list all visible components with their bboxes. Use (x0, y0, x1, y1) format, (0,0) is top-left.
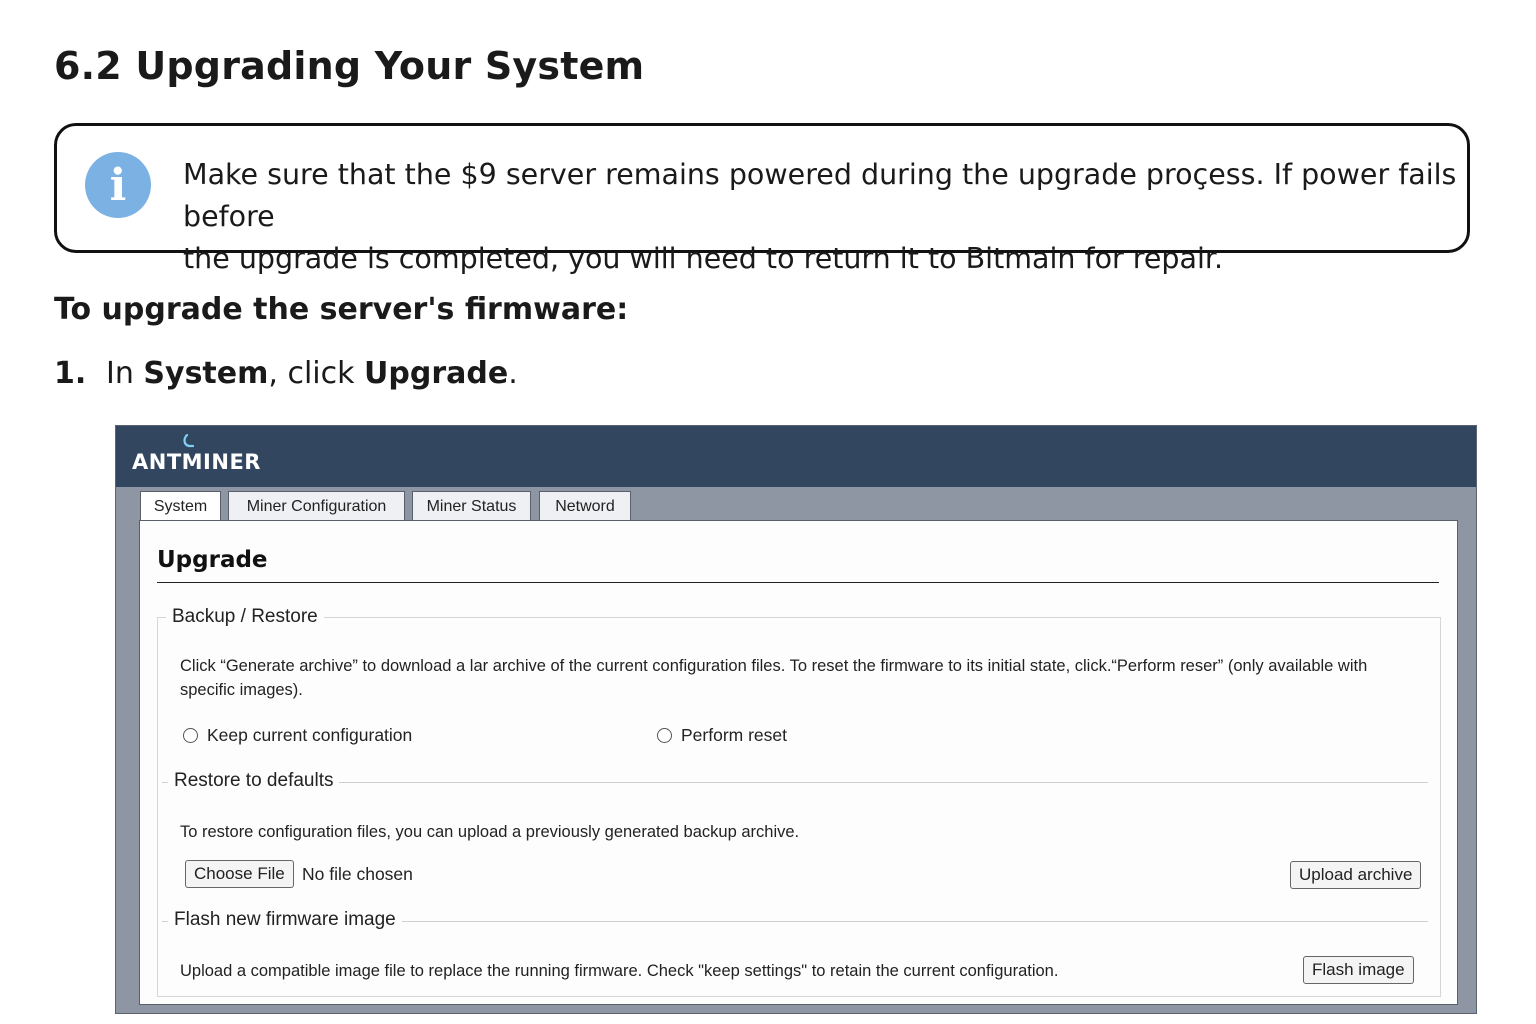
flash-description: Upload a compatible image file to replace the running firmware. Check "keep settings" to retain the current configuration. (180, 962, 1059, 980)
antminer-logo-icon (182, 434, 194, 448)
flash-image-button[interactable]: Flash image (1303, 956, 1414, 984)
flash-legend: Flash new firmware image (168, 909, 402, 931)
tab-miner-status[interactable]: Miner Status (412, 491, 531, 521)
step-1 (54, 356, 518, 391)
step-menu: System (143, 356, 269, 391)
restore-description: To restore configuration files, you can upload a previously generated backup archive. (180, 823, 800, 841)
backup-description-line-1: Click “Generate archive” to download a lar archive of the current configuration files. To reset the firmware to its initial state, click.“Perform reser” (only available with (180, 657, 1368, 675)
step-number: 1. (54, 356, 87, 391)
step-action: Upgrade (364, 356, 509, 391)
file-status-text: No file chosen (302, 864, 413, 884)
tab-system[interactable]: System (140, 491, 221, 522)
backup-legend: Backup / Restore (166, 606, 324, 628)
procedure-heading: To upgrade the server's firmware: (54, 292, 629, 327)
callout-line-2: the upgrade is completed, you will need to return it to Bitmain for repair. (183, 242, 1224, 275)
radio-perform-reset[interactable] (657, 725, 787, 746)
app-header (116, 426, 1476, 487)
choose-file-button[interactable]: Choose File (185, 860, 294, 888)
backup-description-line-2: specific images). (180, 681, 303, 699)
info-icon: i (85, 152, 151, 218)
radio-keep-current-config[interactable] (183, 725, 412, 746)
callout-text (183, 154, 1463, 280)
tab-network[interactable]: Netword (539, 491, 631, 521)
radio-label: Keep current configuration (207, 725, 413, 745)
radio-circle-icon[interactable] (183, 728, 198, 743)
restore-divider (162, 782, 1428, 783)
radio-circle-icon[interactable] (657, 728, 672, 743)
radio-label: Perform reset (681, 725, 787, 745)
info-callout (54, 123, 1470, 275)
step-middle: , click (268, 356, 365, 391)
step-suffix: . (508, 356, 518, 391)
brand-logo: ANTMINER (132, 450, 261, 474)
backup-description (180, 654, 1430, 702)
tab-miner-configuration[interactable]: Miner Configuration (228, 491, 405, 521)
step-prefix: In (106, 356, 144, 391)
page-title: Upgrade (157, 547, 268, 573)
antminer-window (115, 425, 1477, 1014)
backup-restore-fieldset (157, 606, 1441, 997)
callout-line-1: Make sure that the $9 server remains powered during the upgrade proçess. If power fails before (183, 158, 1457, 233)
upgrade-panel (139, 520, 1458, 1005)
restore-legend: Restore to defaults (168, 770, 339, 792)
upload-archive-button[interactable]: Upload archive (1290, 861, 1421, 889)
title-divider (157, 582, 1439, 583)
section-heading: 6.2 Upgrading Your System (54, 44, 645, 88)
